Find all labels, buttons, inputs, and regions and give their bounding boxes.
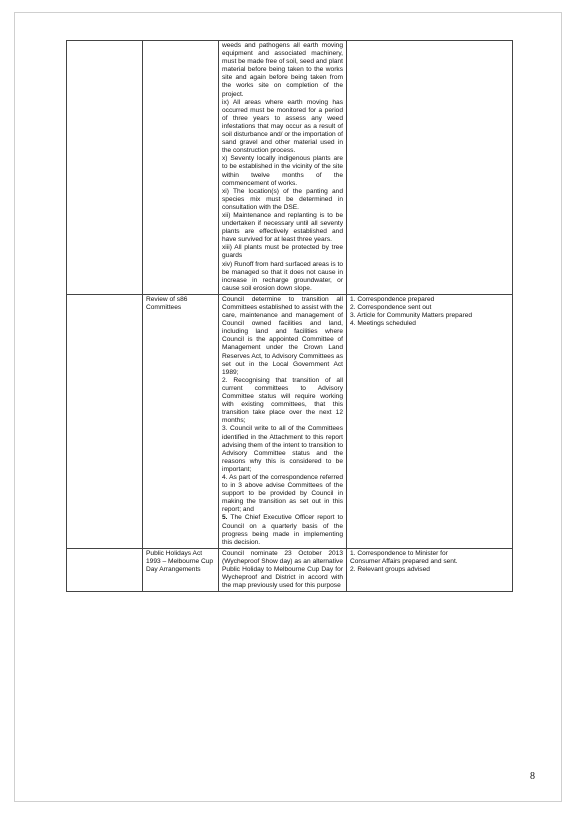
number-cell <box>67 41 143 295</box>
action-cell <box>347 548 513 591</box>
number-cell <box>67 548 143 591</box>
resolution-paragraph: xi) The location(s) of the panting and species mix must be determined in consultation with the DSE. <box>222 187 343 211</box>
action-item: 2. Correspondence sent out <box>350 304 432 311</box>
minutes-table <box>66 40 513 592</box>
resolution-paragraph: Council determine to transition all Committees established to assist with the care, maintenance and management of Council owned facilities and land, including land and facilities where Council is the appointed Committee of Management under the Crown Land Reserves Act, to Advisory Committees as set out in the Local Government Act 1989; <box>222 295 343 376</box>
action-item: 1. Correspondence prepared <box>350 295 435 303</box>
resolution-paragraph: ix) All areas where earth moving has occurred must be monitored for a period of three years to assess any weed infestations that may occur as a result of soil disturbance and/ or the importation of sand gravel and other material used in the construction process. <box>222 98 343 155</box>
resolution-paragraph: xiii) All plants must be protected by tree guards <box>222 244 343 260</box>
resolution-paragraph: Council nominate 23 October 2013 (Wycheproof Show day) as an alternative Public Holiday to Melbourne Cup Day for Wycheproof and District in accord with the map previously used for this purpose <box>222 549 343 590</box>
resolution-cell <box>219 294 347 548</box>
item-cell <box>143 41 219 295</box>
table-row <box>67 548 513 591</box>
resolution-text: The Chief Executive Officer report to Council on a quarterly basis of the progress being made in implementing this decision. <box>222 514 343 546</box>
resolution-paragraph: xii) Maintenance and replanting is to be undertaken if necessary until all seventy plants are effectively established and have survived for at least three years. <box>222 211 343 244</box>
action-item: 3. Article for Community Matters prepared <box>350 312 473 320</box>
resolution-paragraph: weeds and pathogens all earth moving equipment and associated machinery, must be made free of soil, seed and plant material before being taken to the works site and again before being taken from the works site on completion of the project. <box>222 42 343 98</box>
resolution-paragraph <box>222 514 343 546</box>
resolution-cell <box>219 548 347 591</box>
action-item: 1. Correspondence to Minister for <box>350 549 448 557</box>
item-cell: Public Holidays Act 1993 – Melbourne Cup Day Arrangements <box>143 548 219 591</box>
resolution-cell <box>219 41 347 295</box>
resolution-paragraph: 2. Recognising that transition of all current committees to Advisory Committee status will require working with existing committees, that this transition take place over the next 12 months; <box>222 376 343 425</box>
table-row <box>67 294 513 548</box>
action-item: Consumer Affairs prepared and sent. <box>350 557 458 565</box>
action-cell <box>347 294 513 548</box>
page-number: 8 <box>530 771 535 782</box>
resolution-paragraph: 4. As part of the correspondence referred to in 3 above advise Committees of the support to be provided by Council in making the transition as set out in this report; and <box>222 473 343 514</box>
item-cell: Review of s86 Committees <box>143 294 219 548</box>
resolution-number: 5. <box>222 514 228 522</box>
action-item: 2. Relevant groups advised <box>350 566 430 573</box>
table-row <box>67 41 513 295</box>
resolution-paragraph: xiv) Runoff from hard surfaced areas is to be managed so that it does not cause in increase in recharge groundwater, or cause soil erosion down slope. <box>222 260 343 292</box>
number-cell <box>67 294 143 548</box>
action-item: 4. Meetings scheduled <box>350 320 416 328</box>
resolution-paragraph: x) Seventy locally indigenous plants are to be established in the vicinity of the site within twelve months of the commencement of works. <box>222 155 343 187</box>
resolution-paragraph: 3. Council write to all of the Committees identified in the Attachment to this report advising them of the intent to transition to Advisory Committee status and the reasons why this is considered to be important; <box>222 425 343 473</box>
action-cell <box>347 41 513 295</box>
